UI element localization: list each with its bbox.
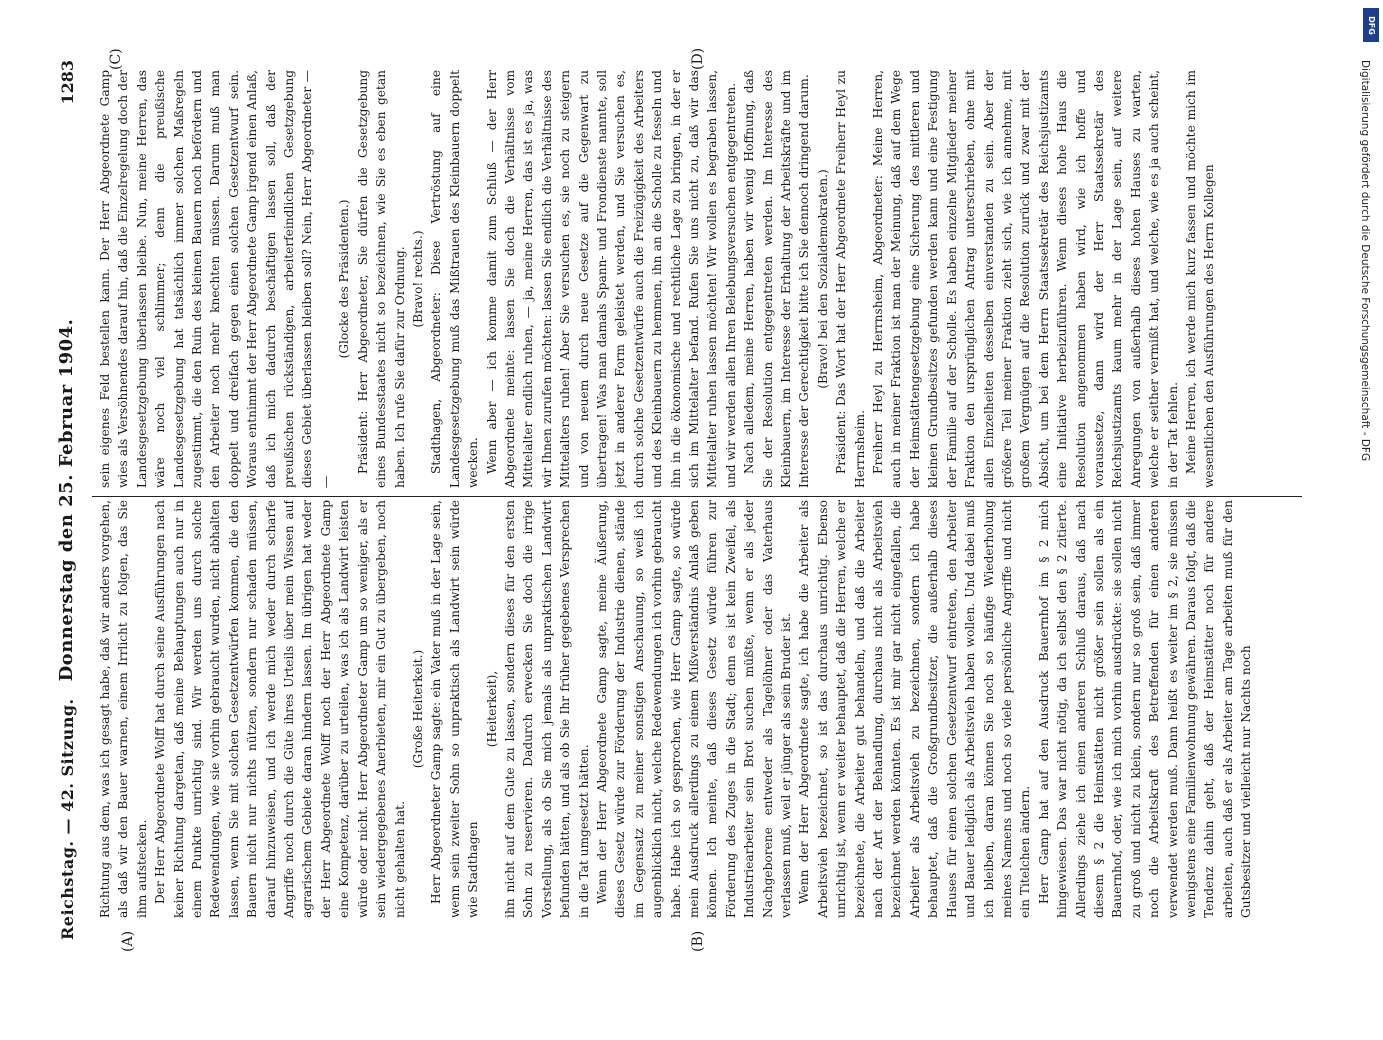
header-date: Donnerstag den 25. Februar 1904. bbox=[56, 318, 77, 682]
interjection: (Große Heiterkeit.) bbox=[410, 649, 425, 769]
paragraph: Herr Gamp hat auf den Ausdruck Bauernhof im § 2 mich hingewiesen. Das war nicht nötig, da ich selbst den § 2 zitierte. Allerdings ziehe ich einen anderen Schluß daraus, daß nach diesem § 2 die Heimstätten nicht größer sein sollen als ein Bauernhof, oder, wie ich mich vorhin ausdrückte: sie sollen nicht zu groß und nicht zu klein, sondern nur so groß sein, daß immer noch die Arbeitskraft des Betreffenden für einen anderen verwendet werden muß. Dann heißt es weiter im § 2, sie müssen wenigstens eine Familienwohnung gewähren. Daraus folgt, daß die Tendenz dahin geht, daß der Heimstätter noch für andere arbeiten, auch daß er als Arbeiter am Tage arbeiten muß für den Gutsbesitzer und vielleicht nur Nachts noch bbox=[1036, 500, 1254, 918]
margin-marker-d: (D) bbox=[690, 47, 706, 70]
paragraph: Stadthagen, Abgeordneter: Diese Vertröstung auf eine Landesgesetzgebung muß das Mißtrauen des Kleinbauern doppelt wecken. bbox=[429, 70, 481, 488]
paragraph: Wenn der Herr Abgeordnete Gamp sagte, meine Äußerung, dieses Gesetz würde zur Förderung der Industrie dienen, stände im Gegensatz zu meiner sonstigen Anschauung, so weiß ich augenblicklich nicht, welche Redewendungen ich vorhin gebraucht habe. Habe ich so gesprochen, wie Herr Gamp sagte, so würde mein Ausdruck allerdings zu einem Mißverständnis Anlaß geben können. Ich meinte, daß dieses Gesetz würde führen zur Förderung des Zuges in die Stadt; denn es ist kein Zweifel, als Industriearbeiter sein Brot suchen müßte, wenn er als jeder Nachgeborene entweder als Tagelöhner oder das Vaterhaus verlassen muß, weil er jünger als sein Bruder ist. bbox=[594, 500, 794, 918]
paragraph: Präsident: Das Wort hat der Herr Abgeordnete Freiherr Heyl zu Herrnsheim. bbox=[834, 70, 867, 488]
credit-text: Digitalisierung gefördert durch die Deutsche Forschungsgemeinschaft - DFG bbox=[1359, 60, 1371, 462]
interjection: (Bravo! bei den Sozialdemokraten.) bbox=[815, 169, 830, 389]
dfg-logo bbox=[1363, 8, 1379, 42]
paragraph: Wenn der Herr Abgeordnete sagte, ich habe die Arbeiter als Arbeitsvieh bezeichnet, so ist das durchaus unrichtig. Ebenso unrichtig ist, wenn er weiter behauptet, daß die Herren, welche er bezeichnete, die Arbeiter gut behandeln, und daß die Arbeiter nach der Art der Behandlung, durchaus nicht als Arbeitsvieh bezeichnet werden könnten. Es ist mir gar nicht eingefallen, die Arbeiter als Arbeitsvieh zu bezeichnen, sondern ich habe behauptet, daß die Großgrundbesitzer, die außerhalb dieses Hauses für einen solchen Gesetzentwurf eintreten, den Arbeiter und Bauer lediglich als Arbeitsvieh haben wollen. Und dabei muß ich bleiben, daran können Sie noch so häufige Wiederholung meines Namens und noch so viele persönliche Angriffe und nicht ein Titelchen ändern. bbox=[797, 500, 1033, 918]
left-column bbox=[96, 500, 1296, 918]
margin-marker-c: (C) bbox=[108, 48, 124, 70]
paragraph: ihn nicht auf dem Gute zu lassen, sondern dieses für den ersten Sohn zu reservieren. Dadurch erwecken Sie doch die irrige Vorstellung, als ob Sie mich jemals als unpraktischen Landwirt befunden hätten, und als ob Sie Ihr früher gegebenes Versprechen in die Tat umgesetzt hätten. bbox=[502, 500, 591, 918]
interjection: (Bravo! rechts.) bbox=[410, 230, 425, 328]
interjection: (Heiterkeit), bbox=[484, 670, 499, 748]
paragraph: Herr Abgeordneter Gamp sagte: ein Vater muß in der Lage sein, wenn sein zweiter Sohn so unpraktisch als Landwirt sein würde wie Stadthagen bbox=[429, 500, 481, 918]
paragraph: Der Herr Abgeordnete Wolff hat durch seine Ausführungen nach keiner Richtung dargetan, daß meine Behauptungen auch nur in einem Punkte unrichtig sind. Wir werden uns durch solche Redewendungen, wie sie vorhin gebraucht wurden, nicht abhalten lassen, wenn Sie mit solchen Gesetzentwürfen kommen, die den Bauern nicht nur nichts nützen, sondern nur schaden müssen, darauf hinzuweisen, und ich werde mich weder durch scharfe Angriffe noch durch die Güte ihres Urteils über mein Wissen auf agrarischem Gebiete daran hindern lassen. Im übrigen hat weder der Herr Abgeordnete Wolff noch der Herr Abgeordnete Gamp eine Kompetenz, darüber zu urteilen, was ich als Landwirt leisten würde oder nicht. Herr Abgeordneter Gamp um so weniger, als er sein wiedergegebenes Anerbieten, mir ein Gut zu übergeben, noch nicht gehalten hat. bbox=[153, 500, 407, 918]
paragraph: sein eigenes Feld bestellen kann. Der Herr Abgeordnete Gamp wies als Versöhnendes darauf hin, daß die Einzelregelung doch der Landesgesetzgebung überlassen bleibe. Nun, meine Herren, das wäre noch viel schlimmer; denn die preußische Landesgesetzgebung hat tatsächlich immer solchen Maßregeln zugestimmt, die den Ruin des kleinen Bauern noch befördern und den Arbeiter noch mehr knechten müssen. Darum muß man doppelt und dreifach gegen einen solchen Gesetzentwurf sein. Woraus entnimmt der Herr Abgeordnete Gamp irgend einen Anlaß, daß ich mich dadurch beschäftigen lassen soll, daß der preußischen rückständigen, arbeiterfeindlichen Gesetzgebung dieses Gebiet überlassen bleiben soll? Nein, Herr Abgeordneter — — bbox=[98, 70, 333, 488]
digitization-credit bbox=[1355, 0, 1375, 1000]
paragraph: Wenn aber — ich komme damit zum Schluß — der Herr Abgeordnete meinte: lassen Sie doch die Verhältnisse vom Mittelalter endlich ruhen, — ja, meine Herren, das ist es ja, was wir Ihnen zurufen möchten: lassen Sie endlich die Verhältnisse des Mittelalters ruhen! Aber Sie versuchen es, sie noch zu steigern und von neuem durch neue Gesetze auf die Gegenwart zu übertragen! Was man damals Spann- und Frondienste nannte, soll jetzt in anderer Form geleistet werden, und Sie versuchen es, durch solche Gesetzentwürfe auch die Freizügigkeit des Arbeiters und des Kleinbauern zu hemmen, ihn an die Scholle zu fesseln und ihn in die ökonomische und rechtliche Lage zu bringen, in der er sich im Mittelalter befand. Rufen Sie uns nicht zu, daß wir das Mittelalter ruhen lassen möchten! Wir wollen es begraben lassen, und wir werden allen Ihren Belebungsversuchen entgegentreten. bbox=[484, 70, 738, 488]
paragraph: Meine Herren, ich werde mich kurz fassen und möchte mich im wesentlichen den Ausführungen des Herrn Kollegen bbox=[1183, 70, 1217, 488]
page-number: 1283 bbox=[58, 60, 77, 105]
header-session: Reichstag. — 42. Sitzung. bbox=[58, 698, 77, 940]
paragraph: Richtung aus dem, was ich gesagt habe, daß wir anders vorgehen, als daß wir den Bauer warnen, einem Irrlicht zu folgen, das Sie ihm aufstecken. bbox=[98, 500, 149, 918]
dfg-logo-text: DFG bbox=[1366, 15, 1376, 35]
right-column bbox=[96, 70, 1296, 488]
paragraph: Präsident: Herr Abgeordneter, Sie dürfen die Gesetzgebung eines Bundesstaates nicht so bezeichnen, wie Sie es eben getan haben. Ich rufe Sie dafür zur Ordnung. bbox=[355, 70, 407, 488]
column-divider bbox=[92, 496, 1302, 497]
margin-marker-a: (A) bbox=[120, 930, 136, 952]
page-header bbox=[48, 60, 84, 940]
interjection: (Glocke des Präsidenten.) bbox=[337, 199, 352, 359]
paragraph: Freiherr Heyl zu Herrnsheim, Abgeordneter: Meine Herren, auch in meiner Fraktion ist man der Meinung, daß auf dem Wege der Heimstättengesetzgebung eine Sicherung des mittleren und kleinen Grundbesitzes gefunden werden kann und eine Festigung der Familie auf der Scholle. Es haben einzelne Mitglieder meiner Fraktion den ursprünglichen Antrag unterschrieben, ohne mit allen Einzelheiten desselben einverstanden zu sein. Aber der größere Teil meiner Fraktion zieht sich, wie ich annehme, mit großem Vergnügen auf die Resolution zurück und zwar mit der Absicht, um bei dem Herrn Staatssekretär des Reichsjustizamts eine Initiative herbeizuführen. Wenn dieses hohe Haus die Resolution angenommen haben wird, wie ich hoffe und voraussetze, dann wird der Herr Staatssekretär des Reichsjustizamts kaum mehr in der Lage sein, auf weitere Anregungen von außerhalb dieses hohen Hauses zu warten, welche er seither vermißt hat, und welche, wie es ja auch scheint, in der Tat fehlen. bbox=[871, 70, 1180, 488]
margin-marker-b: (B) bbox=[690, 930, 706, 952]
paragraph: Nach alledem, meine Herren, haben wir wenig Hoffnung, daß Sie der Resolution entgegentreten werden. Im Interesse des Kleinbauern, im Interesse der Erhaltung der Arbeitskräfte und im Interesse der Gerechtigkeit bitte ich Sie dennoch dringend darum. bbox=[742, 70, 812, 488]
